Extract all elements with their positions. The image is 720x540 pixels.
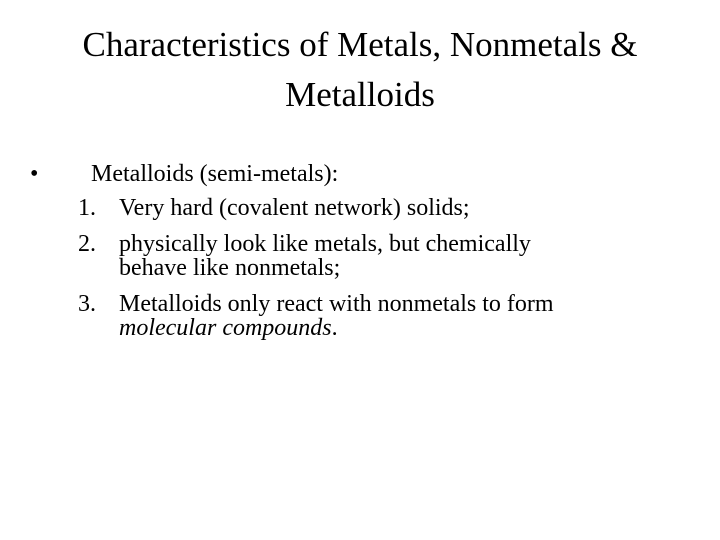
item-number: 1. [78, 195, 96, 221]
item-text-line-1: Metalloids only react with nonmetals to form [119, 291, 554, 317]
item-number: 2. [78, 231, 96, 257]
slide-title-line-1: Characteristics of Metals, Nonmetals & [82, 25, 638, 64]
sentence-period: . [331, 315, 338, 341]
italic-term: molecular compounds [119, 315, 332, 341]
item-text: Very hard (covalent network) solids; [119, 195, 470, 221]
item-text-line-1: physically look like metals, but chemically [119, 231, 531, 257]
item-number: 3. [78, 291, 96, 317]
bullet-marker: • [30, 161, 39, 187]
slide-title [0, 20, 720, 120]
item-text-line-2 [119, 316, 338, 340]
item-text-line-2: behave like nonmetals; [119, 255, 341, 281]
bullet-heading: Metalloids (semi-metals): [91, 161, 339, 187]
slide-title-line-2: Metalloids [285, 75, 435, 114]
